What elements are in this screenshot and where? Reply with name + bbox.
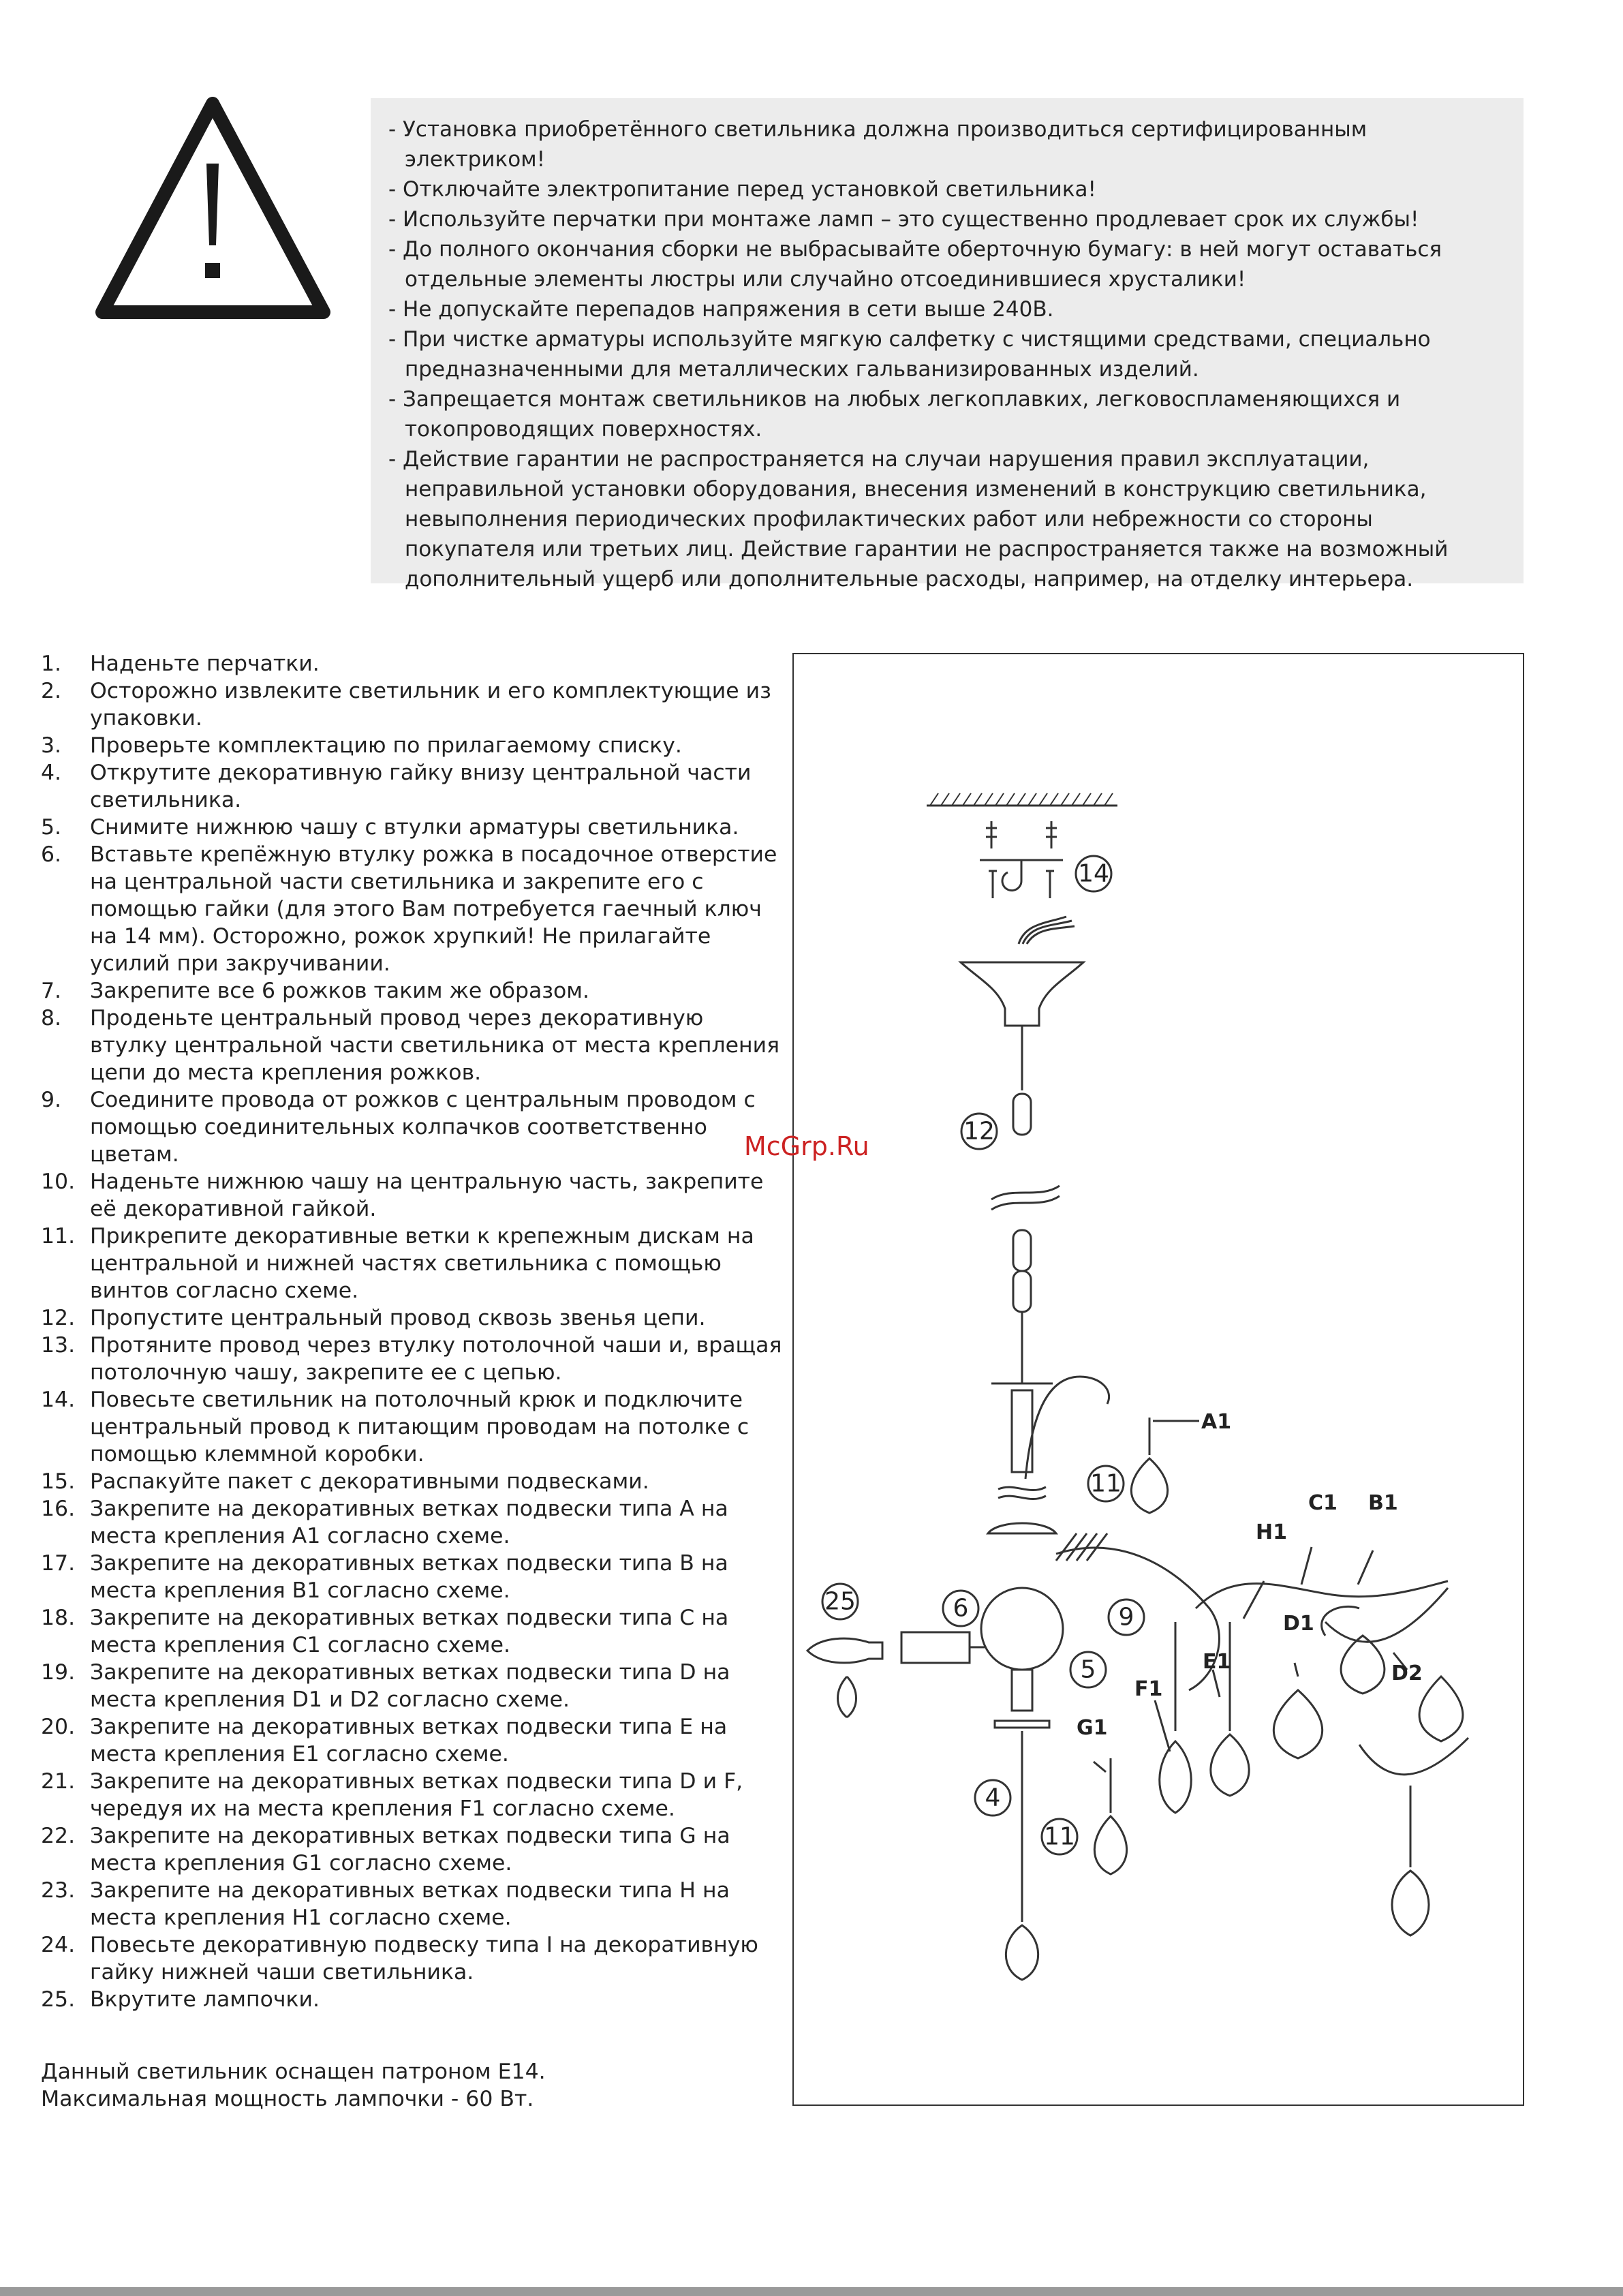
chain-break-upper bbox=[991, 1186, 1060, 1210]
label-E1: E1 bbox=[1203, 1650, 1231, 1674]
warning-item: - Отключайте электропитание перед установкой светильника! bbox=[388, 177, 1096, 202]
callout-4-label: 4 bbox=[985, 1784, 1001, 1812]
crystal-D1 bbox=[1273, 1690, 1322, 1758]
label-C1: C1 bbox=[1308, 1491, 1338, 1515]
callout-25-label: 25 bbox=[824, 1587, 856, 1616]
step-number: 13. bbox=[41, 1333, 76, 1358]
step-text: Закрепите на декоративных ветках подвески типа D на места крепления D1 и D2 согласно схеме. bbox=[90, 1660, 730, 1712]
step-number: 14. bbox=[41, 1388, 76, 1412]
step-number: 2. bbox=[41, 679, 62, 703]
crystal-E bbox=[1211, 1734, 1249, 1796]
step-item bbox=[41, 1659, 784, 1713]
crystal-C bbox=[1341, 1636, 1385, 1694]
center-stem bbox=[1012, 1390, 1032, 1472]
label-A1: A1 bbox=[1201, 1410, 1232, 1434]
step-number: 10. bbox=[41, 1169, 76, 1194]
step-text: Протяните провод через втулку потолочной чаши и, вращая потолочную чашу, закрепите ее с цепью. bbox=[90, 1333, 782, 1385]
label-F1: F1 bbox=[1134, 1677, 1163, 1701]
step-text: Закрепите на декоративных ветках подвески типа В на места крепления В1 согласно схеме. bbox=[90, 1551, 728, 1603]
step-number: 16. bbox=[41, 1497, 76, 1521]
max-power-note: Максимальная мощность лампочки - 60 Вт. bbox=[41, 2087, 534, 2111]
step-item bbox=[41, 650, 784, 677]
label-D1: D1 bbox=[1283, 1612, 1314, 1636]
step-number: 15. bbox=[41, 1469, 76, 1494]
warning-item: - Используйте перчатки при монтаже ламп – это существенно продлевает срок их службы! bbox=[388, 207, 1419, 232]
step-number: 18. bbox=[41, 1606, 76, 1630]
step-number: 19. bbox=[41, 1660, 76, 1685]
warning-item: - Не допускайте перепадов напряжения в сети выше 240В. bbox=[388, 297, 1054, 322]
callout-12-label: 12 bbox=[963, 1117, 995, 1146]
label-B1: B1 bbox=[1368, 1491, 1398, 1515]
step-item bbox=[41, 1332, 784, 1386]
lamp-bulb bbox=[807, 1638, 882, 1663]
bottom-rule bbox=[0, 2287, 1623, 2296]
rotate-arrow bbox=[838, 1677, 856, 1717]
step-item bbox=[41, 1005, 784, 1086]
step-item bbox=[41, 1304, 784, 1332]
step-item bbox=[41, 1822, 784, 1877]
crystal-I bbox=[1006, 1925, 1038, 1980]
step-number: 25. bbox=[41, 1987, 76, 2012]
step-text: Закрепите на декоративных ветках подвески типа Е на места крепления Е1 согласно схеме. bbox=[90, 1715, 728, 1766]
callout-5-label: 5 bbox=[1080, 1655, 1096, 1684]
step-item bbox=[41, 1768, 784, 1822]
warning-item: - Запрещается монтаж светильников на любых легкоплавких, легковоспламеняющихся и токопроводящих поверхностях. bbox=[388, 387, 1401, 442]
wire-bundle bbox=[1019, 917, 1075, 944]
callout-9-label: 9 bbox=[1118, 1603, 1134, 1632]
step-item bbox=[41, 1495, 784, 1550]
step-text: Распакуйте пакет с декоративными подвесками. bbox=[90, 1469, 649, 1494]
socket-type-note: Данный светильник оснащен патроном Е14. bbox=[41, 2060, 546, 2084]
step-number: 5. bbox=[41, 815, 62, 840]
step-number: 9. bbox=[41, 1088, 62, 1112]
step-item bbox=[41, 1931, 784, 1986]
step-text: Вставьте крепёжную втулку рожка в посадочное отверстие на центральной части светильника и закрепите его с помощью гайки (для этого Вам потребуется гаечный ключ на 14 мм). Осторожно, рожок хрупкий! Не прилагайте усилий при закручивании. bbox=[90, 842, 777, 976]
step-number: 3. bbox=[41, 733, 62, 758]
chain-link bbox=[1013, 1094, 1031, 1135]
step-text: Закрепите все 6 рожков таким же образом. bbox=[90, 979, 590, 1003]
step-item bbox=[41, 1713, 784, 1768]
step-text: Проверьте комплектацию по прилагаемому списку. bbox=[90, 733, 682, 758]
step-text: Закрепите на декоративных ветках подвески типа А на места крепления А1 согласно схеме. bbox=[90, 1497, 728, 1548]
wall-anchor-left bbox=[986, 821, 997, 848]
step-text: Открутите декоративную гайку внизу центральной части светильника. bbox=[90, 761, 752, 812]
wall-anchor-right bbox=[1046, 821, 1057, 848]
ceiling-canopy bbox=[961, 962, 1083, 1026]
crystal-A bbox=[1131, 1458, 1167, 1513]
warning-item: - Действие гарантии не распространяется на случаи нарушения правил эксплуатации, неправильной установки оборудования, внесения изменений в конструкцию светильника, невыполнения периодических профилактических работ или небрежности со стороны покупателя или третьих лиц. Действие гарантии не распространяется также на возможный дополнительный ущерб или дополнительные расходы, например, на отделку интерьера. bbox=[388, 447, 1449, 592]
step-text: Наденьте перчатки. bbox=[90, 652, 320, 676]
step-item bbox=[41, 841, 784, 977]
label-D2: D2 bbox=[1391, 1662, 1423, 1685]
right-arm bbox=[1196, 1581, 1448, 1608]
callout-6-label: 6 bbox=[953, 1594, 969, 1623]
step-text: Снимите нижнюю чашу с втулки арматуры светильника. bbox=[90, 815, 739, 840]
ceiling-hook bbox=[1002, 860, 1021, 891]
ceiling-hatch bbox=[930, 793, 1113, 806]
callout-11-upper-label: 11 bbox=[1090, 1469, 1122, 1498]
step-item bbox=[41, 677, 784, 732]
top-cup bbox=[988, 1523, 1056, 1533]
step-item bbox=[41, 1386, 784, 1468]
bottom-disc bbox=[995, 1721, 1049, 1728]
step-text: Закрепите на декоративных ветках подвески типа Н на места крепления Н1 согласно схеме. bbox=[90, 1878, 730, 1930]
label-H1: H1 bbox=[1256, 1520, 1287, 1544]
crystal-H bbox=[1392, 1871, 1429, 1935]
specs-note bbox=[41, 2058, 546, 2113]
crystal-F bbox=[1160, 1741, 1192, 1813]
step-item bbox=[41, 1468, 784, 1495]
step-number: 20. bbox=[41, 1715, 76, 1739]
step-number: 6. bbox=[41, 842, 62, 867]
step-item bbox=[41, 1877, 784, 1931]
step-item bbox=[41, 1168, 784, 1223]
central-bowl bbox=[981, 1588, 1063, 1670]
crystal-G bbox=[1094, 1816, 1126, 1874]
step-item bbox=[41, 977, 784, 1005]
arm-socket bbox=[901, 1632, 970, 1663]
step-number: 4. bbox=[41, 761, 62, 785]
label-G1: G1 bbox=[1077, 1716, 1108, 1740]
step-text: Закрепите на декоративных ветках подвески типа D и F, чередуя их на места крепления F1 согласно схеме. bbox=[90, 1769, 743, 1821]
callout-11-lower-label: 11 bbox=[1044, 1822, 1075, 1851]
assembly-diagram bbox=[792, 653, 1524, 2106]
step-text: Прикрепите декоративные ветки к крепежным дискам на центральной и нижней частях светильника с помощью винтов согласно схеме. bbox=[90, 1224, 754, 1303]
step-text: Закрепите на декоративных ветках подвески типа G на места крепления G1 согласно схеме. bbox=[90, 1824, 730, 1876]
step-text: Вкрутите лампочки. bbox=[90, 1987, 320, 2012]
bottom-stem bbox=[1012, 1670, 1032, 1711]
step-number: 12. bbox=[41, 1306, 76, 1330]
step-text: Закрепите на декоративных ветках подвески типа С на места крепления С1 согласно схеме. bbox=[90, 1606, 729, 1657]
step-text: Пропустите центральный провод сквозь звенья цепи. bbox=[90, 1306, 706, 1330]
step-item bbox=[41, 1223, 784, 1304]
step-text: Осторожно извлеките светильник и его комплектующие из упаковки. bbox=[90, 679, 771, 731]
safety-warnings-panel bbox=[371, 98, 1524, 592]
step-item bbox=[41, 1986, 784, 2013]
step-item bbox=[41, 814, 784, 841]
warning-triangle-icon bbox=[95, 95, 330, 327]
callout-14-label: 14 bbox=[1078, 859, 1109, 888]
assembly-steps-list bbox=[41, 650, 784, 2013]
step-number: 1. bbox=[41, 652, 62, 676]
step-item bbox=[41, 732, 784, 759]
warning-item: - До полного окончания сборки не выбрасывайте оберточную бумагу: в ней могут оставаться отдельные элементы люстры или случайно отсоединившиеся хрусталики! bbox=[388, 237, 1442, 292]
watermark-text: McGrp.Ru bbox=[744, 1131, 869, 1161]
chain-link bbox=[1013, 1271, 1031, 1312]
screw-left bbox=[989, 871, 997, 898]
step-item bbox=[41, 1604, 784, 1659]
step-number: 7. bbox=[41, 979, 62, 1003]
step-text: Проденьте центральный провод через декоративную втулку центральной части светильника от места крепления цепи до места крепления рожков. bbox=[90, 1006, 780, 1085]
crystal-D2 bbox=[1419, 1677, 1463, 1741]
step-item bbox=[41, 759, 784, 814]
step-text: Повесьте светильник на потолочный крюк и подключите центральный провод к питающим проводам на потолке с помощью клеммной коробки. bbox=[90, 1388, 749, 1467]
step-number: 11. bbox=[41, 1224, 76, 1249]
stem-break bbox=[998, 1487, 1046, 1499]
chain-link bbox=[1013, 1230, 1031, 1271]
step-item bbox=[41, 1086, 784, 1168]
step-number: 22. bbox=[41, 1824, 76, 1848]
right-curl bbox=[1322, 1606, 1359, 1636]
step-number: 17. bbox=[41, 1551, 76, 1576]
step-item bbox=[41, 1550, 784, 1604]
step-text: Соедините провода от рожков с центральным проводом с помощью соединительных колпачков соответственно цветам. bbox=[90, 1088, 756, 1167]
step-number: 23. bbox=[41, 1878, 76, 1903]
upper-arm bbox=[1025, 1377, 1109, 1479]
warning-item: - Установка приобретённого светильника должна производиться сертифицированным электриком! bbox=[388, 117, 1367, 172]
step-number: 8. bbox=[41, 1006, 62, 1030]
step-text: Повесьте декоративную подвеску типа I на декоративную гайку нижней чаши светильника. bbox=[90, 1933, 758, 1985]
step-number: 21. bbox=[41, 1769, 76, 1794]
screw-right bbox=[1046, 871, 1054, 898]
step-text: Наденьте нижнюю чашу на центральную часть, закрепите её декоративной гайкой. bbox=[90, 1169, 764, 1221]
warning-item: - При чистке арматуры используйте мягкую салфетку с чистящими средствами, специально предназначенными для металлических гальванизированных изделий. bbox=[388, 327, 1431, 382]
step-number: 24. bbox=[41, 1933, 76, 1957]
